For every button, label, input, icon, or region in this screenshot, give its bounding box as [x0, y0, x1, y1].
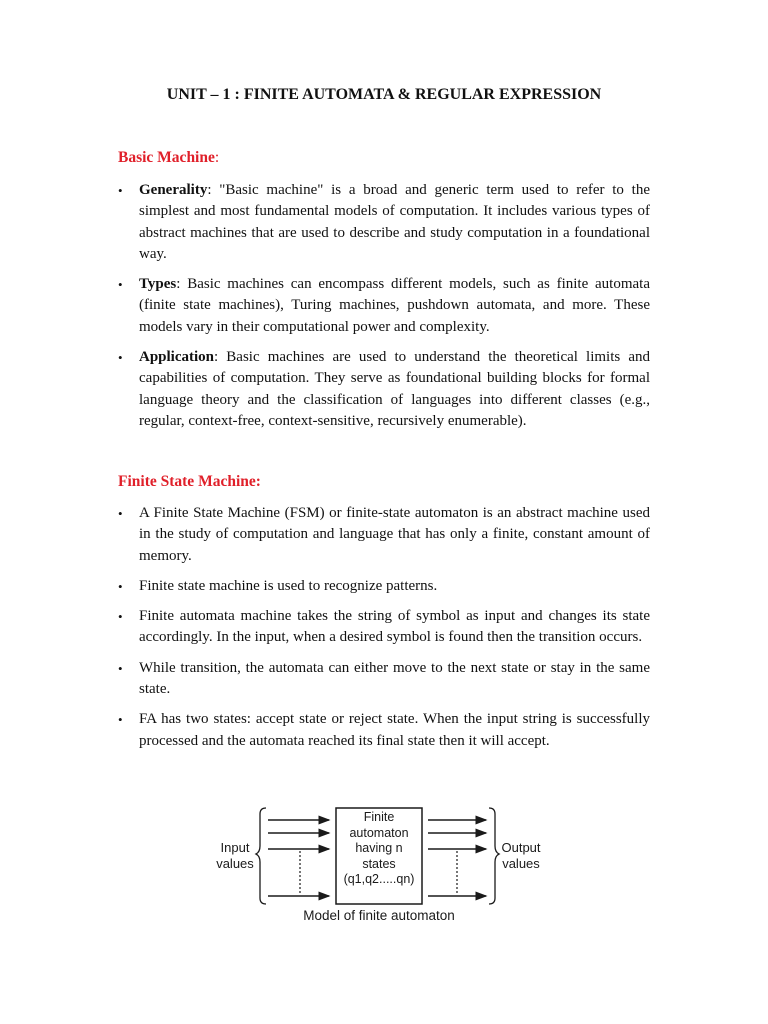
finite-state-machine-list: [118, 503, 650, 761]
bullet-icon: •: [118, 506, 123, 521]
section-heading-colon: :: [214, 149, 220, 166]
bullet-text: : "Basic machine" is a broad and generic term used to refer to the simplest and most fundamental models of computation. It includes various types of abstract machines that are used to describe and study computation in a foundational way.: [139, 182, 650, 262]
list-item: [118, 709, 650, 752]
input-label: [214, 840, 256, 872]
automaton-box-label: [336, 810, 422, 888]
section-heading-basic-machine: [118, 149, 219, 167]
basic-machine-list: [118, 180, 650, 441]
input-label-line2: values: [216, 856, 254, 871]
bullet-term: Types: [139, 276, 177, 293]
bullet-icon: •: [118, 609, 123, 625]
bullet-icon: •: [118, 578, 123, 594]
section-heading-text: Basic Machine: [118, 149, 215, 166]
input-label-line1: Input: [220, 840, 250, 855]
list-item: [118, 274, 650, 338]
finite-automaton-diagram: [214, 806, 544, 930]
page-title: UNIT – 1 : FINITE AUTOMATA & REGULAR EXPRESSION: [166, 86, 602, 103]
section-heading-finite-state-machine: [118, 473, 261, 491]
output-label-line2: values: [502, 856, 540, 871]
bullet-text: Finite automata machine takes the string of symbol as input and changes its state accordingly. In the input, when a desired symbol is found then the transition occurs.: [139, 608, 650, 646]
bullet-icon: •: [118, 277, 123, 293]
bullet-icon: •: [118, 350, 123, 366]
bullet-text: : Basic machines are used to understand the theoretical limits and capabilities of computation. They serve as foundational building blocks for formal language theory and the classification of languages into different classes (e.g., regular, context-free, context-sensitive, recursively enumerable).: [139, 349, 650, 429]
figure-caption: Model of finite automaton: [303, 908, 455, 923]
bullet-text: A Finite State Machine (FSM) or finite-state automaton is an abstract machine used in the study of computation and language that has only a finite, constant amount of memory.: [139, 505, 650, 564]
bullet-icon: •: [118, 660, 123, 676]
output-label-line1: Output: [501, 840, 541, 855]
bullet-term: Application: [139, 349, 215, 366]
bullet-icon: •: [118, 712, 123, 728]
bullet-text: While transition, the automata can either move to the next state or stay in the same state.: [139, 659, 650, 698]
box-line-5: (q1,q2.....qn): [343, 872, 415, 886]
box-line-3: having n: [355, 841, 403, 855]
output-label: [498, 840, 544, 872]
list-item: [118, 347, 650, 432]
list-item: [118, 606, 650, 649]
bullet-text: Finite state machine is used to recognize patterns.: [139, 577, 438, 594]
box-line-4: states: [362, 856, 396, 871]
list-item: [118, 658, 650, 701]
box-line-1: Finite: [363, 810, 395, 824]
list-item: [118, 576, 650, 597]
bullet-term: Generality: [139, 182, 208, 198]
bullet-text: : Basic machines can encompass different models, such as finite automata (finite state machines), Turing machines, pushdown automata, and more. These models vary in their computational power and complexity.: [139, 276, 650, 335]
bullet-text: FA has two states: accept state or reject state. When the input string is successfully processed and the automata reached its final state then it will accept.: [139, 711, 650, 749]
bullet-icon: •: [118, 183, 123, 198]
section-heading-text: Finite State Machine:: [118, 473, 261, 490]
list-item: [118, 503, 650, 567]
list-item: [118, 180, 650, 265]
box-line-2: automaton: [349, 825, 409, 840]
